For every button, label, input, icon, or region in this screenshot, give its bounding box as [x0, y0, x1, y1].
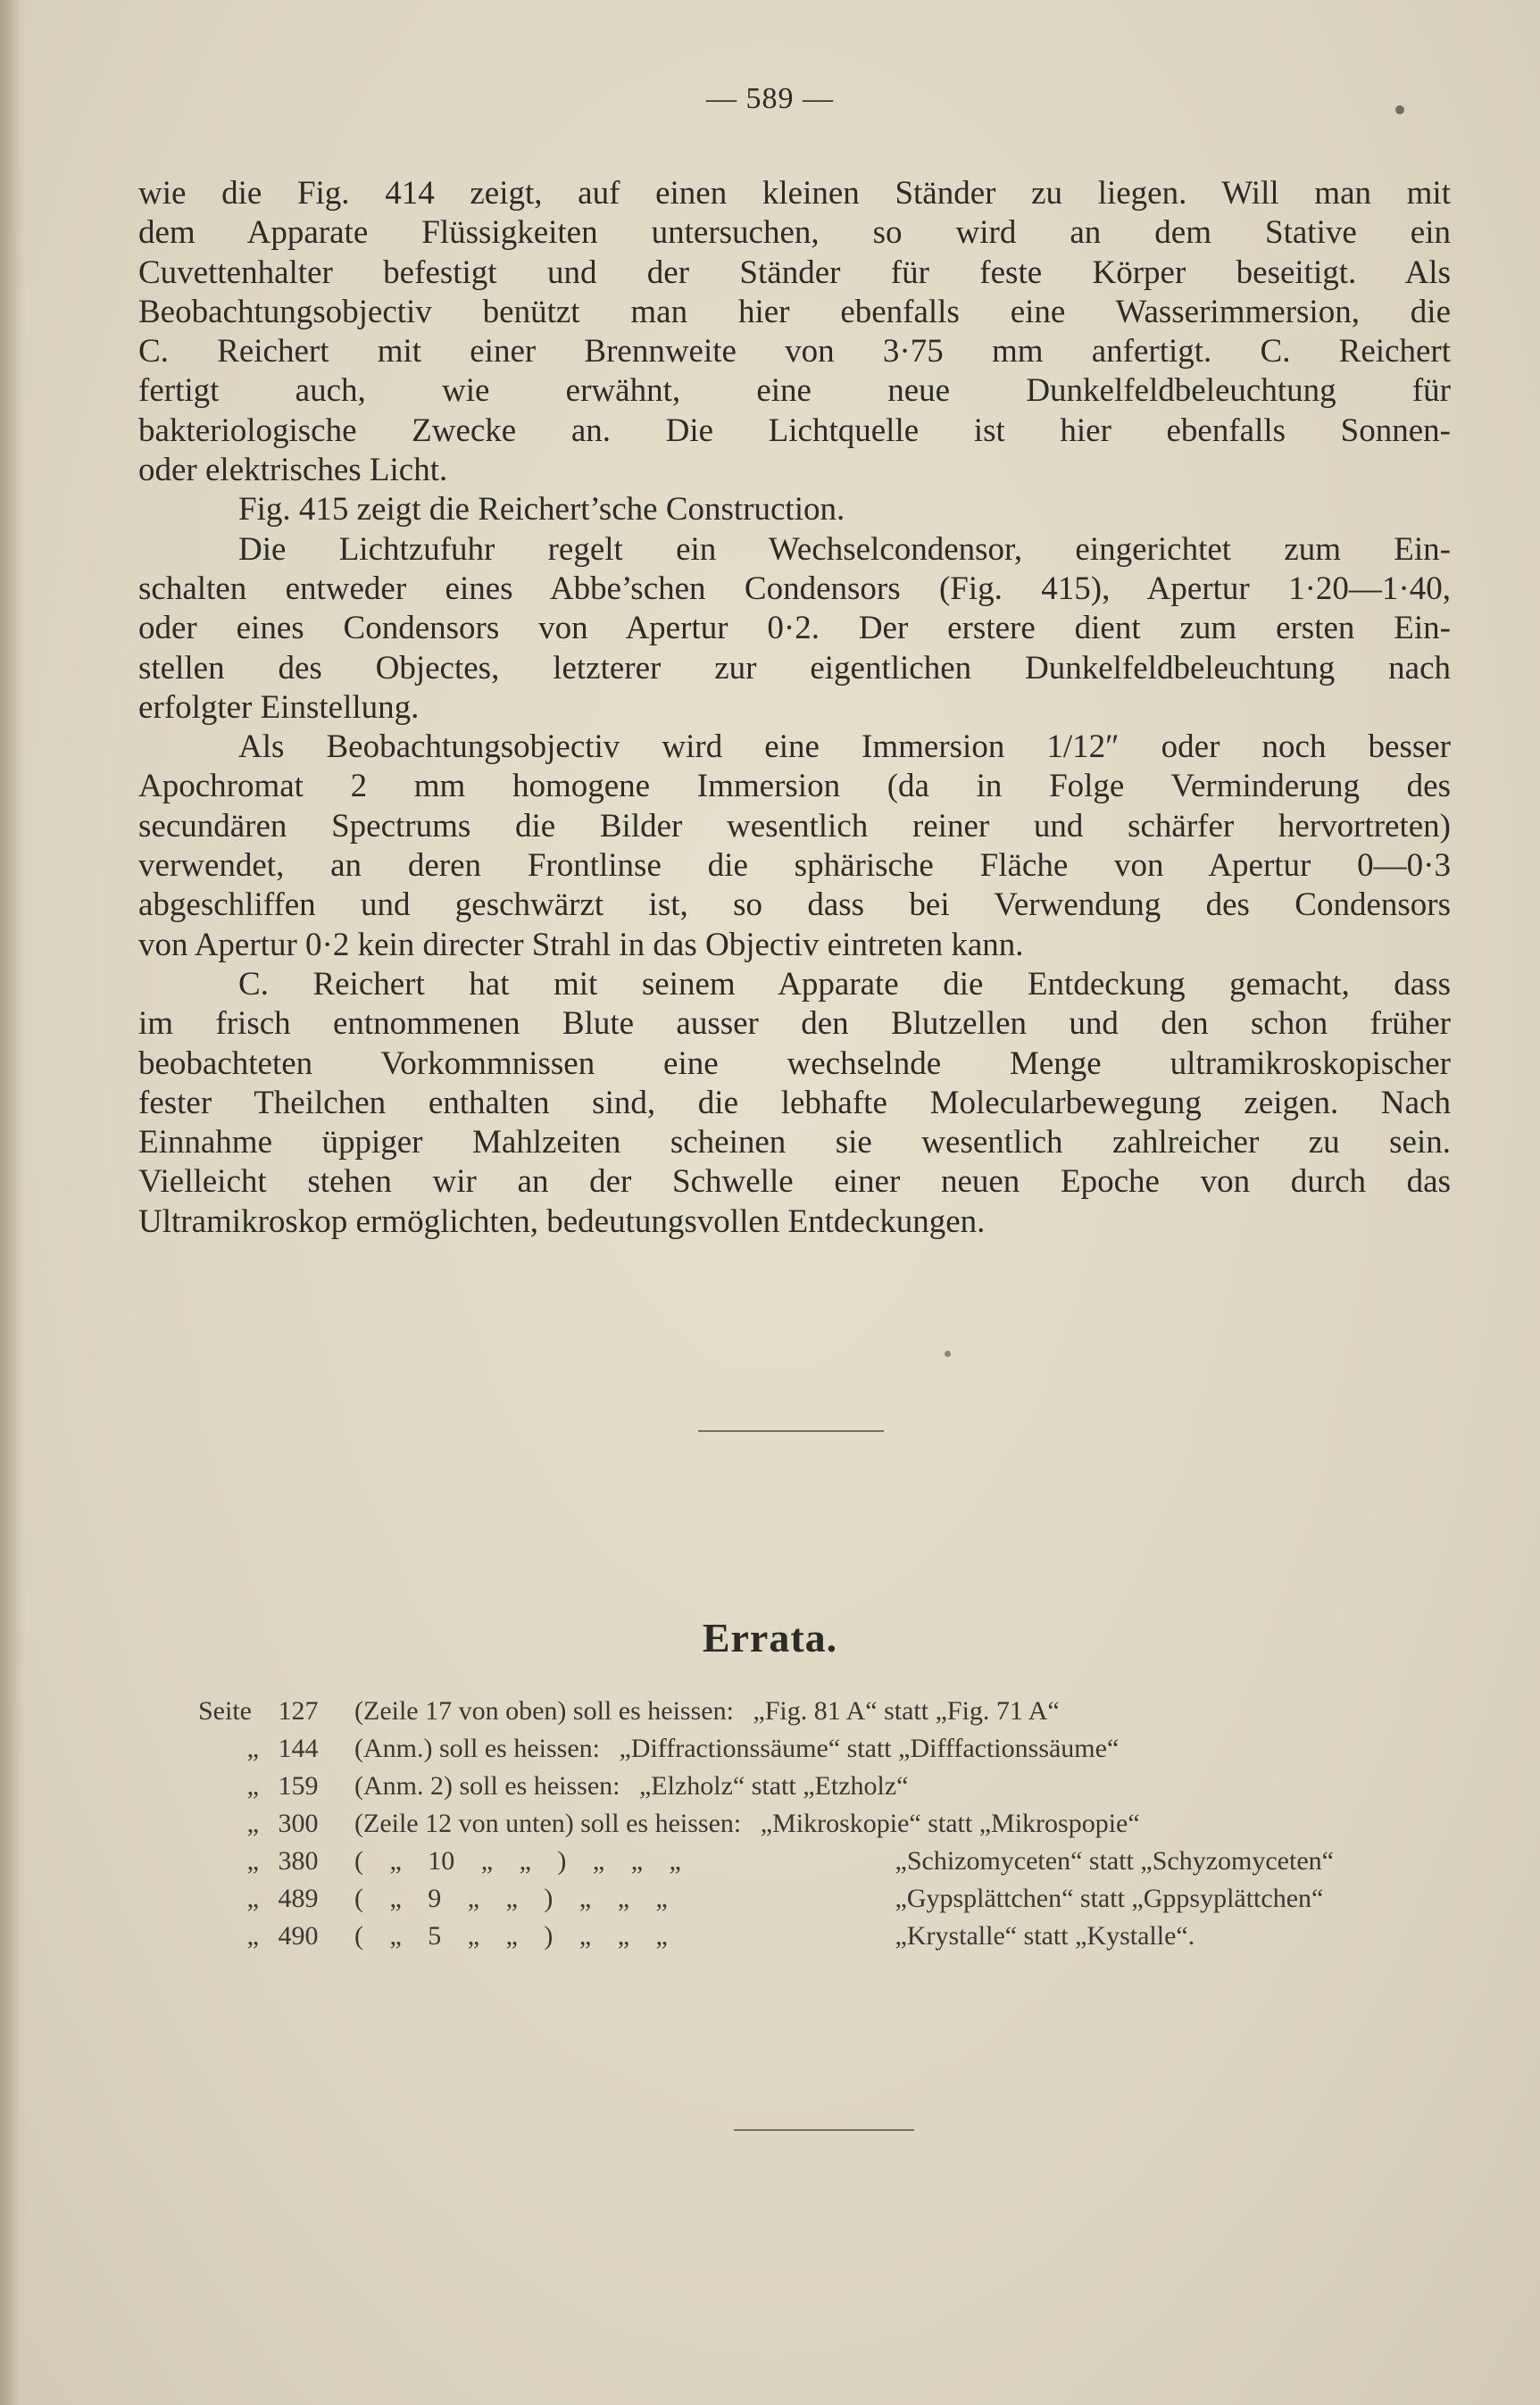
page-edge-shadow — [0, 0, 25, 2405]
errata-context: ( „ 9 „ „ ) „ „ „ — [354, 1884, 668, 1913]
text-line: dem Apparate Flüssigkeiten untersuchen, so wird an dem Stative ein — [138, 214, 1451, 252]
errata-prefix: „ — [246, 1884, 259, 1913]
errata-page: 159 — [278, 1771, 319, 1801]
text-line: schalten entweder eines Abbe’schen Condensors (Fig. 415), Apertur 1·20—1·40, — [138, 570, 1451, 607]
text-line: verwendet, an deren Frontlinse die sphärische Fläche von Apertur 0—0·3 — [138, 847, 1451, 885]
errata-page: 144 — [278, 1734, 319, 1763]
errata-context: (Zeile 17 von oben) soll es heissen: — [354, 1696, 734, 1726]
text-line: von Apertur 0·2 kein directer Strahl in das Objectiv eintreten kann. — [138, 926, 1024, 963]
section-divider — [698, 1430, 884, 1432]
text-line: Vielleicht stehen wir an der Schwelle einer neuen Epoche von durch das — [138, 1163, 1451, 1201]
errata-row — [198, 1731, 1119, 1767]
errata-row — [198, 1918, 1195, 1954]
errata-correction: „Krystalle“ statt „Kystalle“. — [895, 1921, 1195, 1951]
errata-prefix: „ — [246, 1734, 259, 1763]
errata-page: 127 — [278, 1696, 319, 1726]
errata-correction: „Fig. 81 A“ statt „Fig. 71 A“ — [753, 1696, 1060, 1726]
text-line: C. Reichert hat mit seinem Apparate die Entdeckung gemacht, dass — [238, 965, 1451, 1003]
text-line: stellen des Objectes, letzterer zur eigentlichen Dunkelfeldbeleuchtung nach — [138, 649, 1451, 687]
errata-context: (Anm.) soll es heissen: — [354, 1734, 600, 1763]
text-line: beobachteten Vorkommnissen eine wechselnde Menge ultramikroskopischer — [138, 1044, 1451, 1082]
paper-spot — [945, 1351, 951, 1357]
errata-row — [198, 1881, 1323, 1917]
text-line: Einnahme üppiger Mahlzeiten scheinen sie wesentlich zahlreicher zu sein. — [138, 1124, 1451, 1161]
errata-correction: „Gypsplättchen“ statt „Gppsyplättchen“ — [895, 1884, 1324, 1913]
section-divider — [734, 2129, 914, 2131]
errata-correction: „Elzholz“ statt „Etzholz“ — [638, 1771, 909, 1801]
errata-page: 490 — [278, 1921, 319, 1951]
text-line: secundären Spectrums die Bilder wesentlich reiner und schärfer hervortreten) — [138, 807, 1451, 845]
text-line: Fig. 415 zeigt die Reichert’sche Construction. — [238, 491, 845, 528]
text-line: Die Lichtzufuhr regelt ein Wechselcondensor, eingerichtet zum Ein- — [238, 530, 1451, 568]
page-number: — 589 — — [706, 82, 834, 115]
errata-prefix: Seite — [198, 1696, 252, 1726]
errata-page: 300 — [278, 1809, 319, 1838]
body-text — [138, 174, 1451, 1242]
text-line: Cuvettenhalter befestigt und der Ständer für feste Körper beseitigt. Als — [138, 254, 1451, 291]
text-line: Beobachtungsobjectiv benützt man hier ebenfalls eine Wasserimmersion, die — [138, 293, 1451, 330]
errata-context: ( „ 5 „ „ ) „ „ „ — [354, 1921, 668, 1951]
text-line: fester Theilchen enthalten sind, die lebhafte Molecularbewegung zeigen. Nach — [138, 1084, 1451, 1121]
text-line: abgeschliffen und geschwärzt ist, so dass bei Verwendung des Condensors — [138, 886, 1451, 924]
errata-correction: „Schizomyceten“ statt „Schyzomyceten“ — [895, 1846, 1334, 1876]
errata-context: (Zeile 12 von unten) soll es heissen: — [354, 1809, 742, 1838]
text-line: bakteriologische Zwecke an. Die Lichtquelle ist hier ebenfalls Sonnen- — [138, 412, 1451, 449]
errata-row — [198, 1693, 1060, 1729]
errata-page: 380 — [278, 1846, 319, 1876]
errata-page: 489 — [278, 1884, 319, 1913]
errata-title: Errata. — [702, 1615, 838, 1660]
text-line: Als Beobachtungsobjectiv wird eine Immersion 1/12″ oder noch besser — [238, 728, 1451, 766]
text-line: wie die Fig. 414 zeigt, auf einen kleinen Ständer zu liegen. Will man mit — [138, 175, 1451, 212]
errata-row — [198, 1806, 1140, 1842]
errata-context: ( „ 10 „ „ ) „ „ „ — [354, 1846, 681, 1876]
text-line: oder eines Condensors von Apertur 0·2. Der erstere dient zum ersten Ein- — [138, 610, 1451, 647]
errata-correction: „Diffractionssäume“ statt „Difffactionssäume“ — [619, 1734, 1120, 1763]
text-line: oder elektrisches Licht. — [138, 452, 448, 489]
text-line: C. Reichert mit einer Brennweite von 3·75 mm anfertigt. C. Reichert — [138, 333, 1451, 370]
text-line: im frisch entnommenen Blute ausser den Blutzellen und den schon früher — [138, 1005, 1451, 1043]
errata-row — [198, 1768, 908, 1804]
text-line: erfolgter Einstellung. — [138, 688, 420, 726]
text-line: Ultramikroskop ermöglichten, bedeutungsvollen Entdeckungen. — [138, 1202, 986, 1240]
errata-prefix: „ — [246, 1921, 259, 1951]
errata-correction: „Mikroskopie“ statt „Mikrospopie“ — [760, 1809, 1140, 1838]
errata-prefix: „ — [246, 1771, 259, 1801]
errata-prefix: „ — [246, 1846, 259, 1876]
text-line: Apochromat 2 mm homogene Immersion (da in Folge Verminderung des — [138, 768, 1451, 805]
errata-row — [198, 1843, 1334, 1879]
text-line: fertigt auch, wie erwähnt, eine neue Dunkelfeldbeleuchtung für — [138, 372, 1451, 410]
errata-context: (Anm. 2) soll es heissen: — [354, 1771, 620, 1801]
errata-prefix: „ — [246, 1809, 259, 1838]
